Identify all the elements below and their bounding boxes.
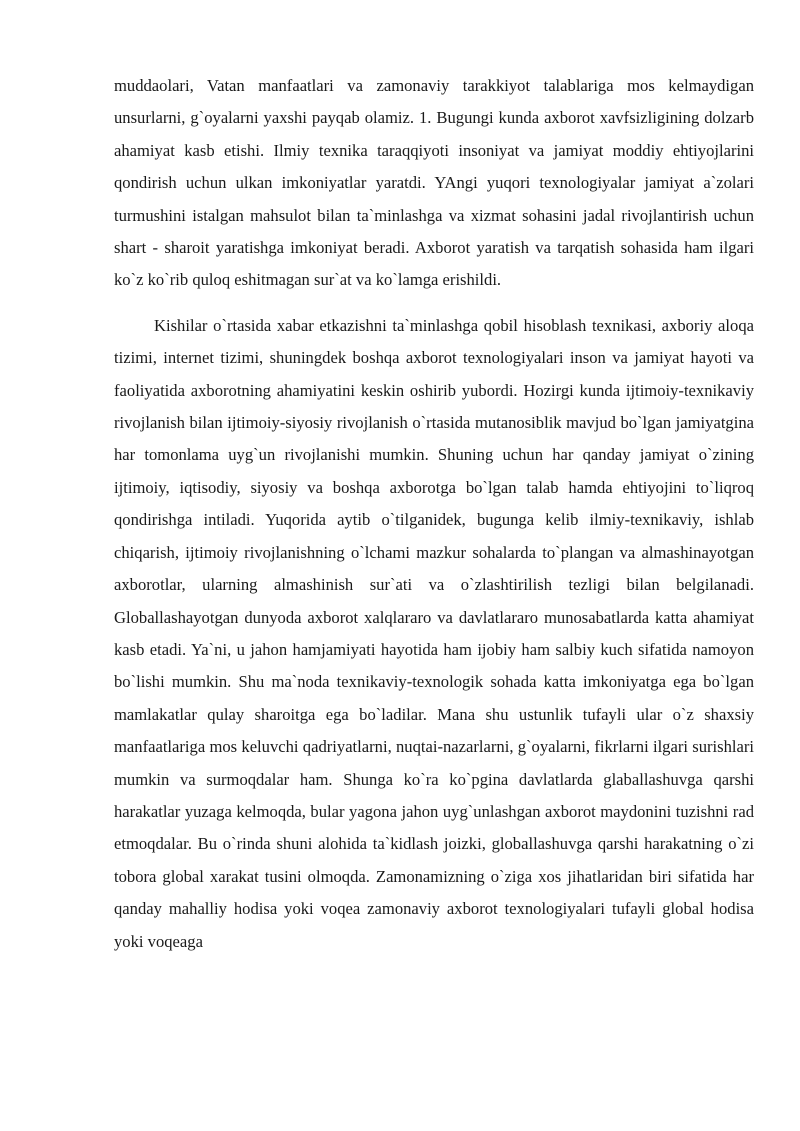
- paragraph-1: muddaolari, Vatan manfaatlari va zamonaviy tarakkiyot talablariga mos kelmaydigan unsurlarni, g`oyalarni yaxshi payqab olamiz. 1. Bugungi kunda axborot xavfsizligining dolzarb ahamiyat kasb etishi. Ilmiy texnika taraqqiyoti insoniyat va jamiyat moddiy ehtiyojlarini qondirish uchun ulkan imkoniyatlar yaratdi. YAngi yuqori texnologiyalar jamiyat a`zolari turmushini istalgan mahsulot bilan ta`minlashga va xizmat sohasini jadal rivojlantirish uchun shart - sharoit yaratishga imkoniyat beradi. Axborot yaratish va tarqatish sohasida ham ilgari ko`z ko`rib quloq eshitmagan sur`at va ko`lamga erishildi.: [114, 76, 754, 290]
- body-text: [114, 70, 754, 958]
- paragraph-2: Kishilar o`rtasida xabar etkazishni ta`minlashga qobil hisoblash texnikasi, axboriy aloqa tizimi, internet tizimi, shuningdek boshqa axborot texnologiyalari inson va jamiyat hayoti va faoliyatida axborotning ahamiyatini keskin oshirib yubordi. Hozirgi kunda ijtimoiy-texnikaviy rivojlanish bilan ijtimoiy-siyosiy rivojlanish o`rtasida mutanosiblik mavjud bo`lgan jamiyatgina har tomonlama uyg`un rivojlanishi mumkin. Shuning uchun har qanday jamiyat o`zining ijtimoiy, iqtisodiy, siyosiy va boshqa axborotga bo`lgan talab hamda ehtiyojini to`liqroq qondirishga intiladi. Yuqorida aytib o`tilganidek, bugunga kelib ilmiy-texnikaviy, ishlab chiqarish, ijtimoiy rivojlanishning o`lchami mazkur sohalarda to`plangan va almashinayotgan axborotlar, ularning almashinish sur`ati va o`zlashtirilish tezligi bilan belgilanadi. Globallashayotgan dunyoda axborot xalqlararo va davlatlararo munosabatlarda katta ahamiyat kasb etadi. Ya`ni, u jahon hamjamiyati hayotida ham ijobiy ham salbiy kuch sifatida namoyon bo`lishi mumkin. Shu ma`noda texnikaviy-texnologik sohada katta imkoniyatga ega bo`lgan mamlakatlar qulay sharoitga ega bo`ladilar. Mana shu ustunlik tufayli ular o`z shaxsiy manfaatlariga mos keluvchi qadriyatlarni, nuqtai-nazarlarni, g`oyalarni, fikrlarni ilgari surishlari mumkin va surmoqdalar ham. Shunga ko`ra ko`pgina davlatlarda glaballashuvga qarshi harakatlar yuzaga kelmoqda, bular yagona jahon uyg`unlashgan axborot maydonini tuzishni rad etmoqdalar. Bu o`rinda shuni alohida ta`kidlash joizki, globallashuvga qarshi harakatning o`zi tobora global xarakat tusini olmoqda. Zamonamizning o`ziga xos jihatlaridan biri sifatida har qanday mahalliy hodisa yoki voqea zamonaviy axborot texnologiyalari tufayli global hodisa yoki voqeaga: [114, 315, 754, 951]
